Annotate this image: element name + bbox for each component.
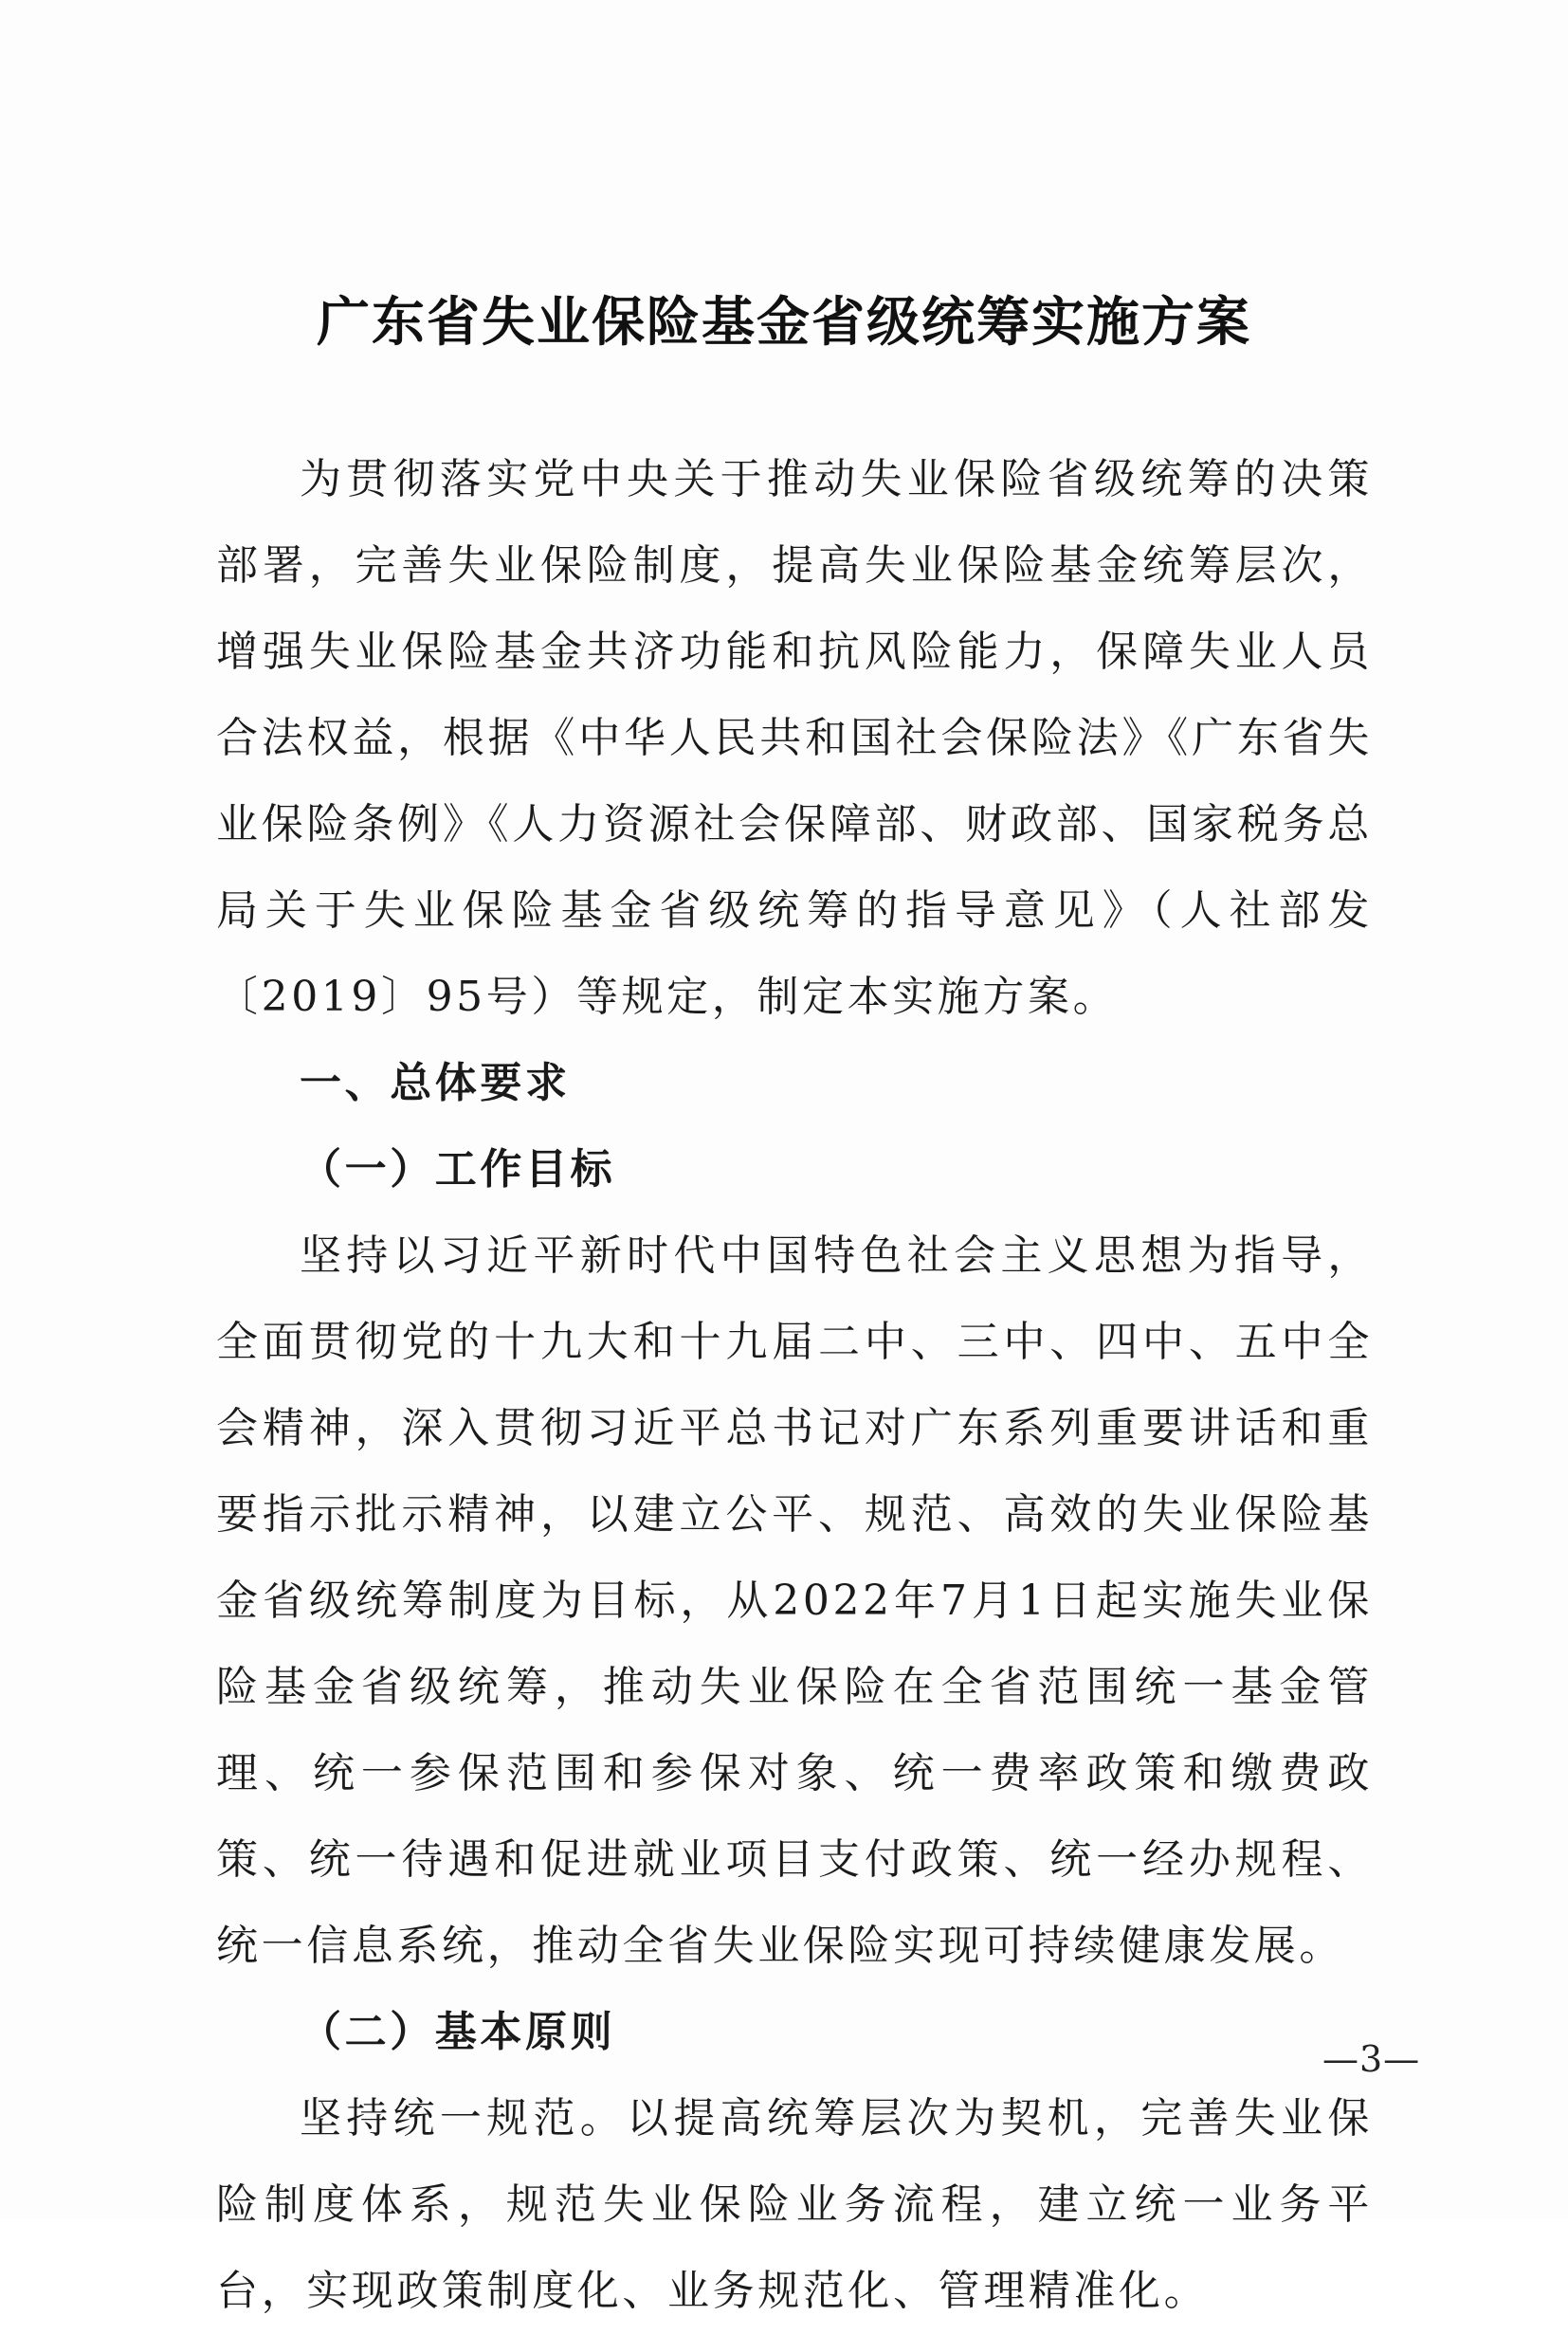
subsection-heading-work-goals: （一）工作目标 [300,1145,616,1194]
document-title: 广东省失业保险基金省级统筹实施方案 [317,291,1251,354]
basic-principles-paragraph: 坚持统一规范。以提高统筹层次为契机，完善失业保险制度体系，规范失业保险业务流程，建立统一业务平台，实现政策制度化、业务规范化、管理精准化。 [216,2094,1373,2315]
work-goals-paragraph: 坚持以习近平新时代中国特色社会主义思想为指导，全面贯彻党的十九大和十九届二中、三中、四中、五中全会精神，深入贯彻习近平总书记对广东系列重要讲话和重要指示批示精神，以建立公平、规范、高效的失业保险基金省级统筹制度为目标，从2022年7月1日起实施失业保险基金省级统筹，推动失业保险在全省范围统一基金管理、统一参保范围和参保对象、统一费率政策和缴费政策、统一待遇和促进就业项目支付政策、统一经办规程、统一信息系统，推动全省失业保险实现可持续健康发展。 [216,1231,1373,1970]
page-number: —3— [1322,2038,1421,2080]
document-body [216,436,1373,2334]
intro-paragraph: 为贯彻落实党中央关于推动失业保险省级统筹的决策部署，完善失业保险制度，提高失业保险基金统筹层次，增强失业保险基金共济功能和抗风险能力，保障失业人员合法权益，根据《中华人民共和国社会保险法》《广东省失业保险条例》《人力资源社会保障部、财政部、国家税务总局关于失业保险基金省级统筹的指导意见》（人社部发〔2019〕95号）等规定，制定本实施方案。 [216,455,1373,1021]
section-heading-general-requirements: 一、总体要求 [300,1059,571,1107]
subsection-heading-basic-principles: （二）基本原则 [300,2008,616,2056]
